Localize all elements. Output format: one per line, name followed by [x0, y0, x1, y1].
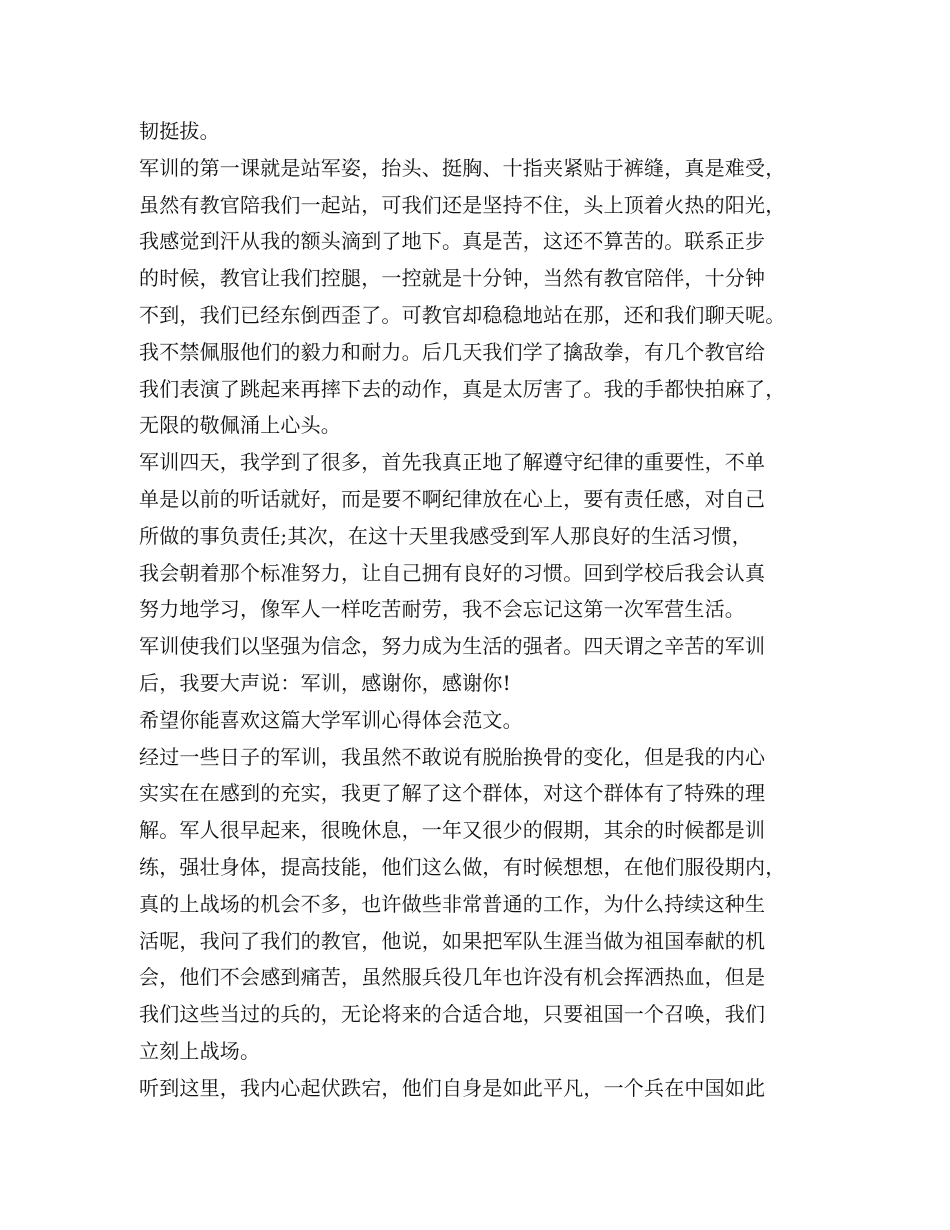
text-line: 会，他们不会感到痛苦，虽然服兵役几年也许没有机会挥洒热血，但是: [139, 965, 766, 990]
text-line: 实实在在感到的充实，我更了解了这个群体，对这个群体有了特殊的理: [139, 781, 766, 806]
text-line: 练，强壮身体，提高技能，他们这么做，有时候想想，在他们服役期内，: [139, 854, 786, 879]
text-line: 无限的敬佩涌上心头。: [139, 413, 341, 438]
text-line: 的时候，教官让我们控腿，一控就是十分钟，当然有教官陪伴，十分钟: [139, 266, 766, 291]
text-line: 军训的第一课就是站军姿，抬头、挺胸、十指夹紧贴于裤缝，真是难受，: [139, 155, 786, 180]
text-line: 活呢，我问了我们的教官，他说，如果把军队生涯当做为祖国奉献的机: [139, 928, 766, 953]
text-line: 希望你能喜欢这篇大学军训心得体会范文。: [139, 707, 523, 732]
text-line: 真的上战场的机会不多，也许做些非常普通的工作，为什么持续这种生: [139, 891, 766, 916]
text-line: 我会朝着那个标准努力，让自己拥有良好的习惯。回到学校后我会认真: [139, 560, 766, 585]
text-line: 解。军人很早起来，很晚休息，一年又很少的假期，其余的时候都是训: [139, 818, 766, 843]
text-line: 所做的事负责任;其次，在这十天里我感受到军人那良好的生活习惯，: [139, 523, 752, 548]
text-line: 我们表演了跳起来再摔下去的动作，真是太厉害了。我的手都快拍麻了，: [139, 376, 786, 401]
text-line: 军训四天，我学到了很多，首先我真正地了解遵守纪律的重要性，不单: [139, 450, 766, 475]
text-line: 立刻上战场。: [139, 1038, 261, 1063]
text-line: 虽然有教官陪我们一起站，可我们还是坚持不住，头上顶着火热的阳光，: [139, 192, 786, 217]
text-line: 经过一些日子的军训，我虽然不敢说有脱胎换骨的变化，但是我的内心: [139, 744, 766, 769]
text-line: 努力地学习，像军人一样吃苦耐劳，我不会忘记这第一次军营生活。: [139, 597, 745, 622]
text-line: 我们这些当过的兵的，无论将来的合适合地，只要祖国一个召唤，我们: [139, 1002, 766, 1027]
text-line: 我不禁佩服他们的毅力和耐力。后几天我们学了擒敌拳，有几个教官给: [139, 339, 766, 364]
text-line: 韧挺拔。: [139, 119, 220, 143]
text-line: 军训使我们以坚强为信念，努力成为生活的强者。四天谓之辛苦的军训: [139, 634, 766, 659]
text-line: 我感觉到汗从我的额头滴到了地下。真是苦，这还不算苦的。联系正步: [139, 229, 766, 254]
text-line: 单是以前的听话就好，而是要不啊纪律放在心上，要有责任感，对自己: [139, 486, 766, 511]
text-line: 听到这里，我内心起伏跌宕，他们自身是如此平凡，一个兵在中国如此: [139, 1075, 766, 1100]
text-line: 后，我要大声说：军训，感谢你，感谢你!: [139, 670, 511, 695]
text-line: 不到，我们已经东倒西歪了。可教官却稳稳地站在那，还和我们聊天呢。: [139, 302, 786, 327]
document-text: [139, 113, 839, 1107]
